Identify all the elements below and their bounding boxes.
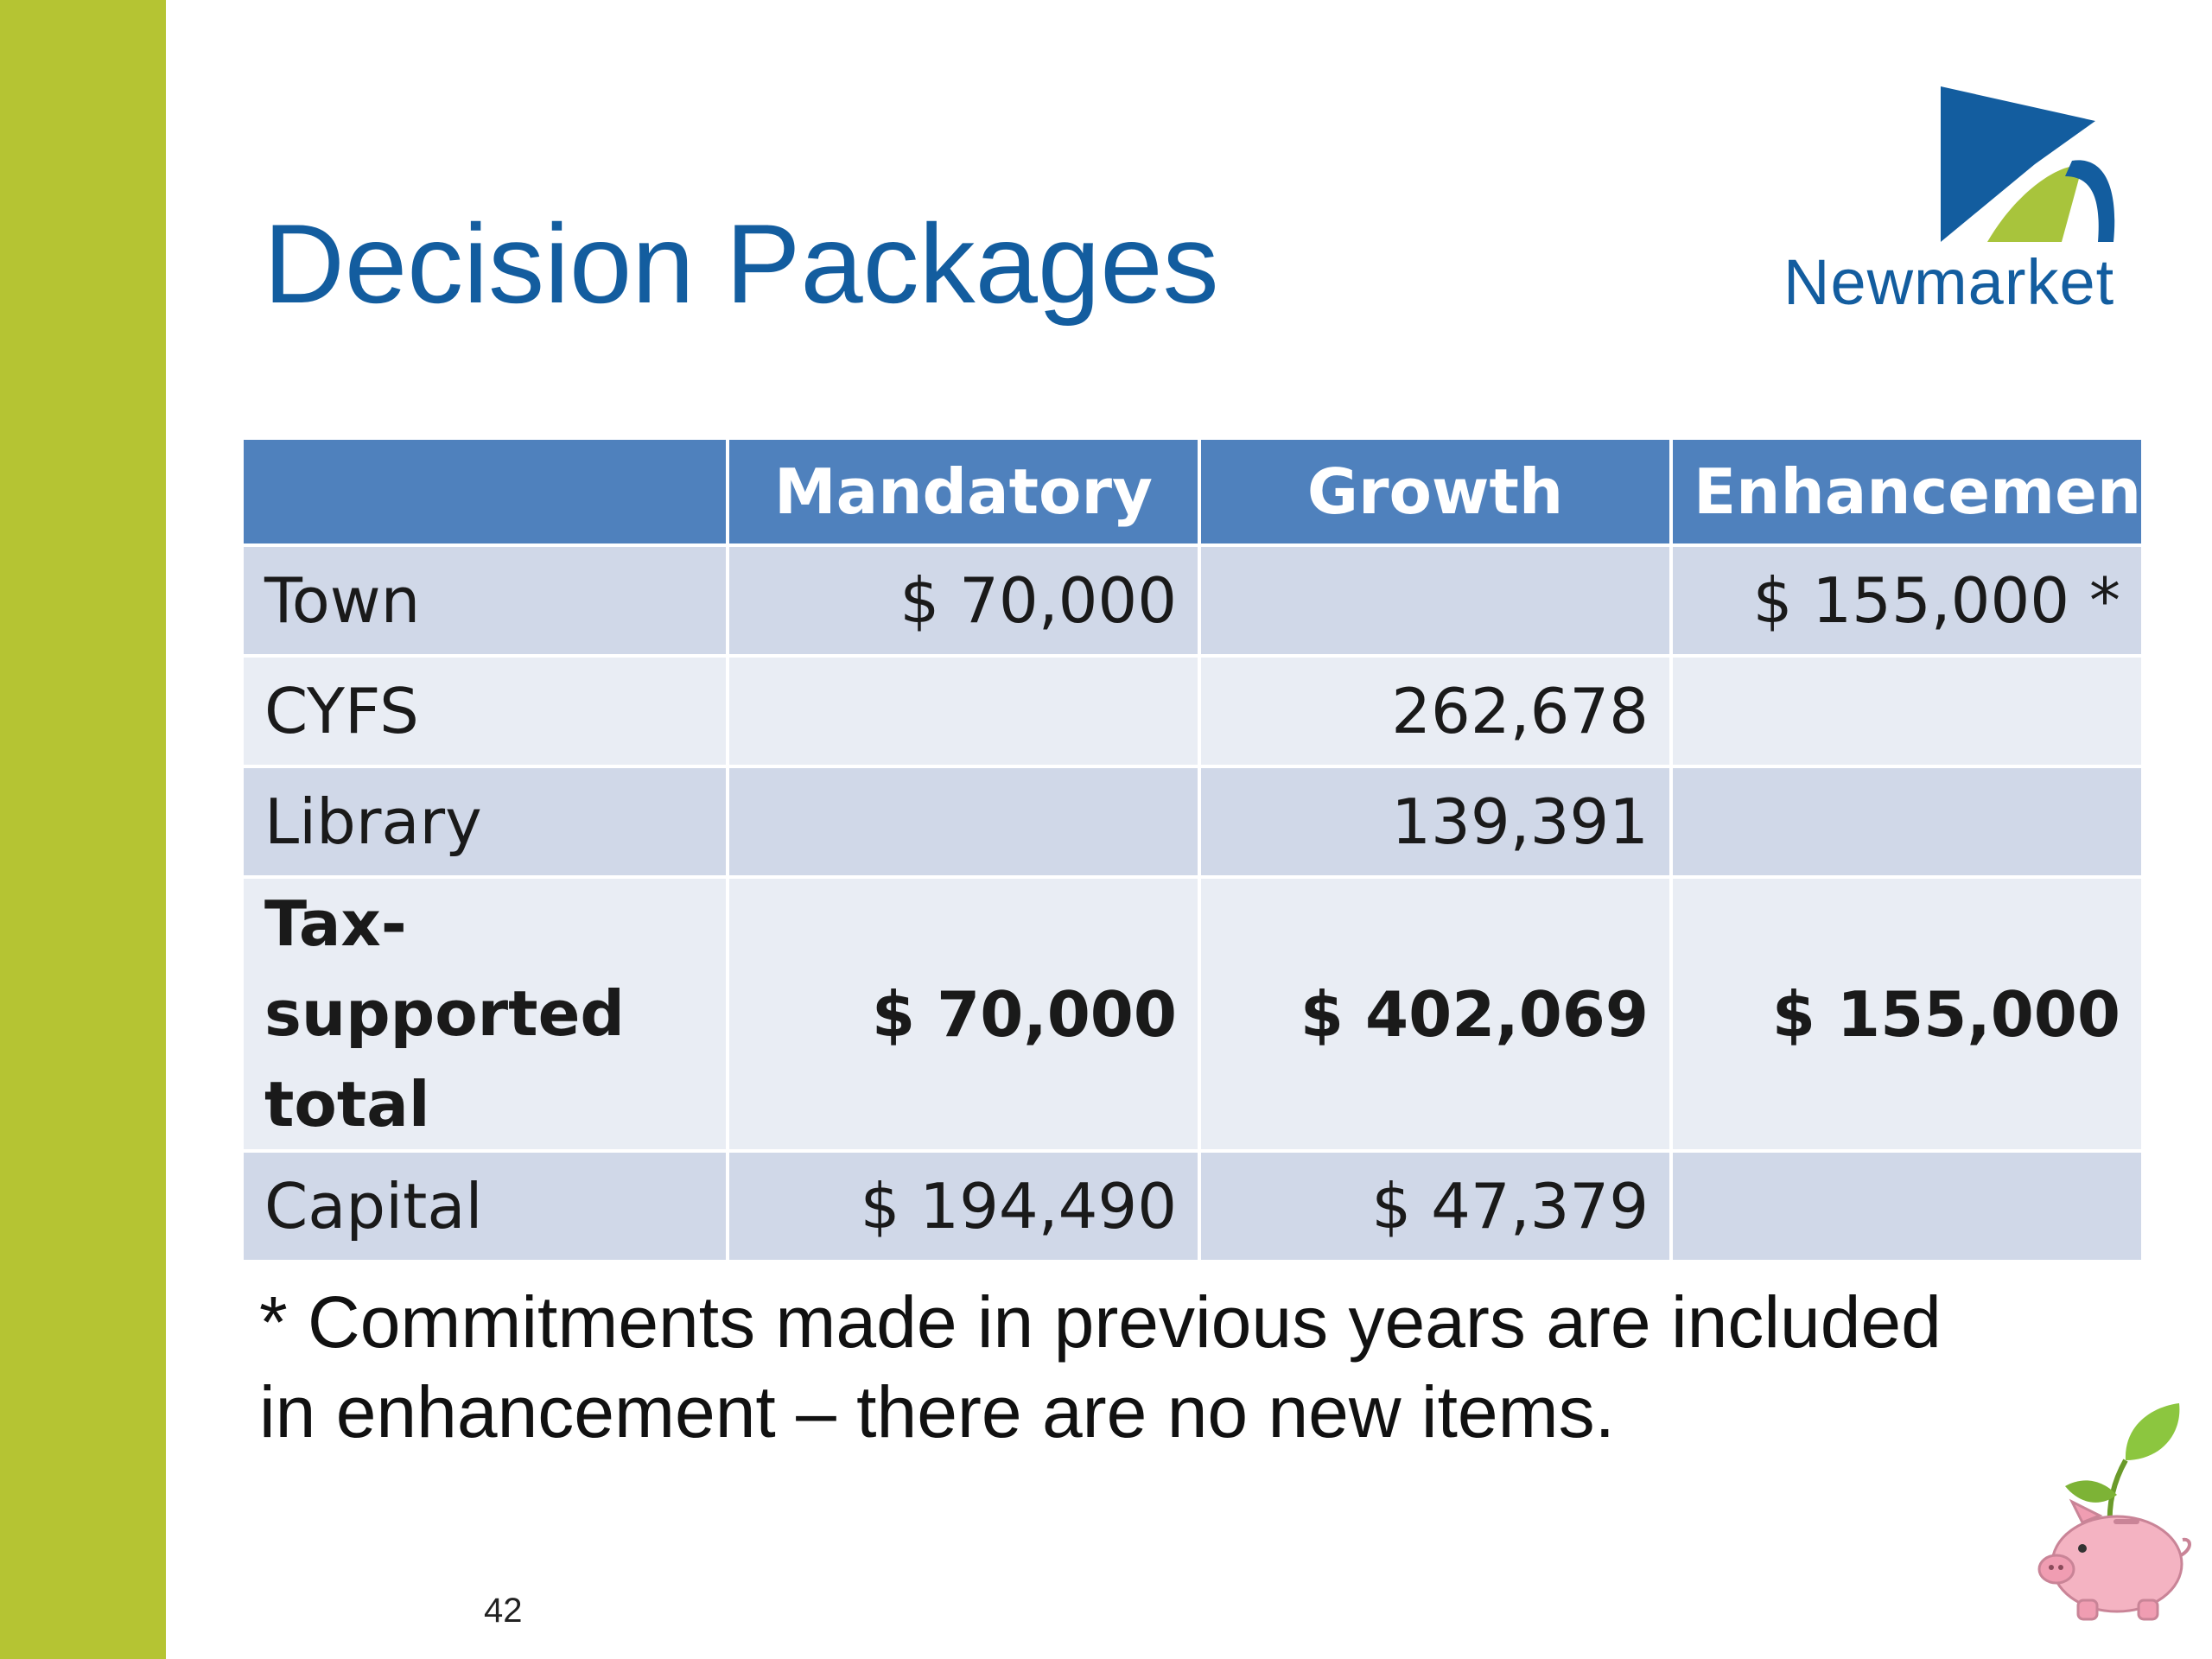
cell-growth: 262,678 xyxy=(1199,656,1671,766)
cell-enhancement xyxy=(1671,656,2143,766)
cell-growth xyxy=(1199,545,1671,656)
cell-mandatory xyxy=(728,766,1199,877)
table-row-town xyxy=(242,545,2143,656)
header-cell-enhancement: Enhancement xyxy=(1671,438,2143,545)
cell-mandatory: $ 70,000 xyxy=(728,877,1199,1151)
cell-mandatory: $ 194,490 xyxy=(728,1151,1199,1262)
newmarket-logo xyxy=(1780,86,2143,328)
table-row-library xyxy=(242,766,2143,877)
row-label: Library xyxy=(242,766,728,877)
logo-text: Newmarket xyxy=(1783,246,2115,318)
cell-growth: $ 402,069 xyxy=(1199,877,1671,1151)
table-row-capital xyxy=(242,1151,2143,1262)
table-row-tax-supported-total xyxy=(242,877,2143,1151)
cell-growth: 139,391 xyxy=(1199,766,1671,877)
cell-mandatory: $ 70,000 xyxy=(728,545,1199,656)
row-label: CYFS xyxy=(242,656,728,766)
footnote: * Commitments made in previous years are included in enhancement – there are no new items. xyxy=(259,1281,1942,1453)
slide-title: Decision Packages xyxy=(264,200,1219,327)
piggy-bank-sprout-icon xyxy=(2031,1400,2195,1624)
cell-enhancement: $ 155,000 xyxy=(1671,877,2143,1151)
newmarket-logo-icon xyxy=(1858,86,2117,242)
side-accent-bar xyxy=(0,0,166,1659)
table-row-cyfs xyxy=(242,656,2143,766)
header-cell-mandatory: Mandatory xyxy=(728,438,1199,545)
cell-enhancement xyxy=(1671,1151,2143,1262)
row-label: Capital xyxy=(242,1151,728,1262)
table-header-row xyxy=(242,438,2143,545)
cell-enhancement xyxy=(1671,766,2143,877)
cell-growth: $ 47,379 xyxy=(1199,1151,1671,1262)
row-label: Town xyxy=(242,545,728,656)
cell-enhancement: $ 155,000 * xyxy=(1671,545,2143,656)
row-label: Tax-supported total xyxy=(242,877,728,1151)
page-number: 42 xyxy=(484,1592,523,1630)
header-cell-blank xyxy=(242,438,728,545)
cell-mandatory xyxy=(728,656,1199,766)
header-cell-growth: Growth xyxy=(1199,438,1671,545)
decision-packages-table xyxy=(240,436,2171,1263)
